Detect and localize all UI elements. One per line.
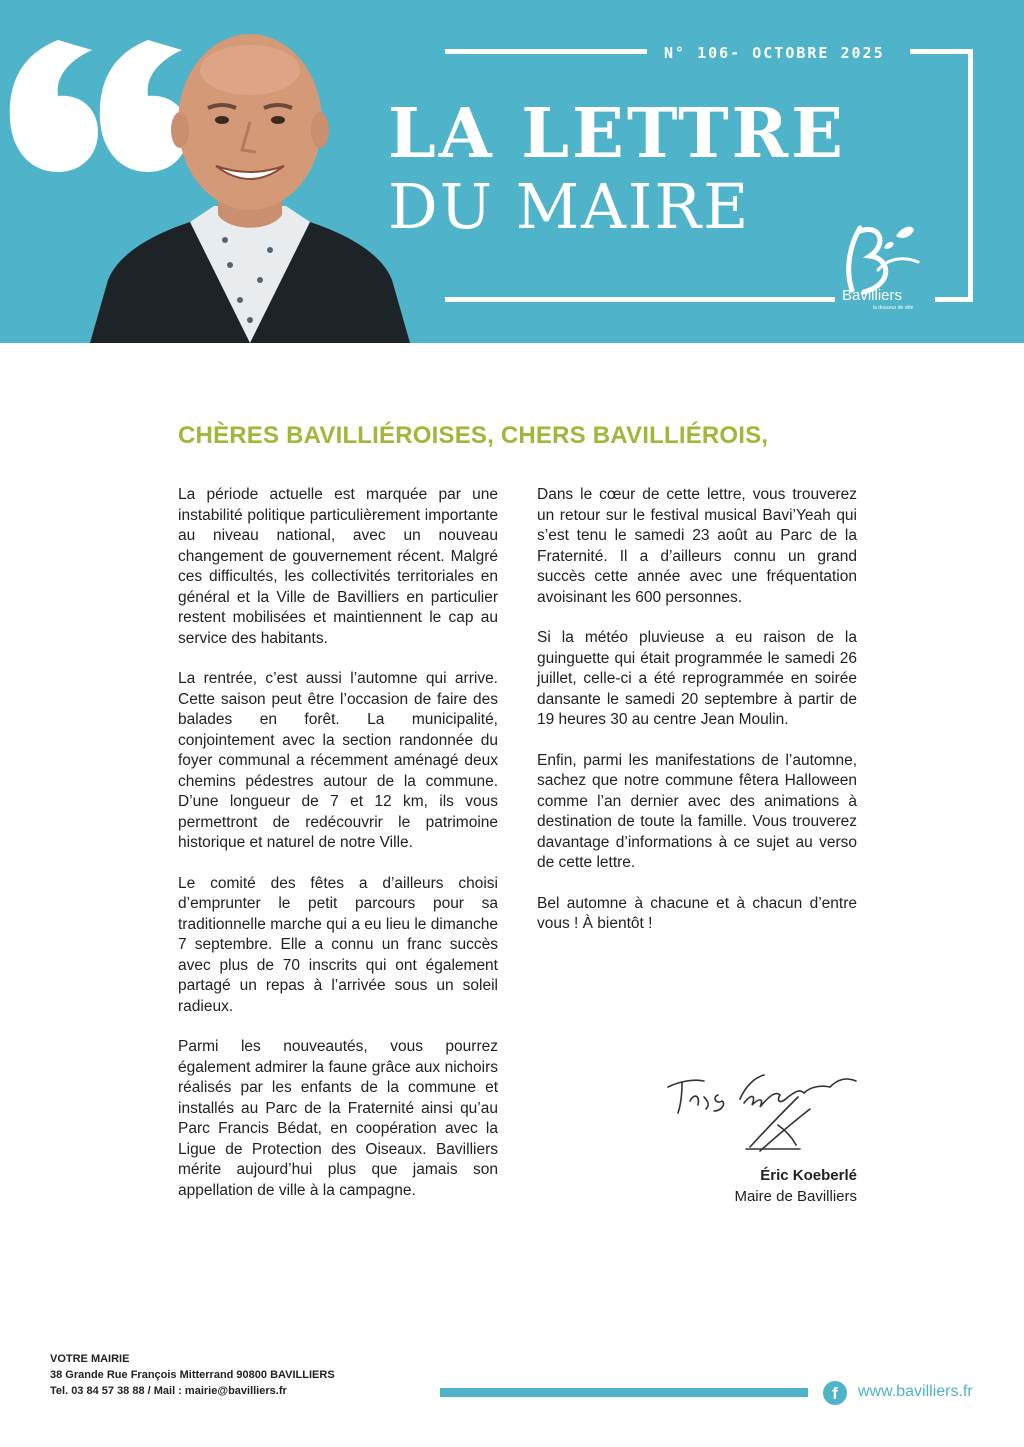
footer-contact: Tel. 03 84 57 38 88 / Mail : mairie@bavilliers.fr (50, 1385, 287, 1397)
paragraph: Le comité des fêtes a d’ailleurs choisi d’emprunter le petit parcours pour sa traditionnelle marche qui a eu lieu le dimanche 7 septembre. Elle a connu un franc succès avec plus de 70 inscrits qui ont également partagé un repas à l’arrivée sous un soleil radieux. (178, 874, 498, 1015)
letter-greeting: CHÈRES BAVILLIÉROISES, CHERS BAVILLIÉROIS, (178, 422, 769, 449)
paragraph: Bel automne à chacune et à chacun d’entre vous ! À bientôt ! (537, 894, 857, 932)
issue-number: N° 106- OCTOBRE 2025 (664, 44, 885, 62)
mayor-portrait (90, 10, 410, 343)
header-banner (0, 0, 1024, 343)
facebook-icon[interactable]: f (823, 1381, 847, 1405)
footer-title: VOTRE MAIRIE (50, 1353, 130, 1365)
footer-accent-bar (440, 1388, 808, 1397)
paragraph: La rentrée, c’est aussi l’automne qui arrive. Cette saison peut être l’occasion de faire des balades en forêt. La municipalité, conjointement avec la section randonnée du foyer communal a récemment aménagé deux chemins pédestres autour de la commune. D’une longueur de 7 et 12 km, ils vous permettront de redécouvrir le patrimoine historique et naturel de notre Ville. (178, 670, 498, 851)
title-line1: LA LETTRE (388, 94, 847, 174)
signer-name: Éric Koeberlé (760, 1167, 857, 1184)
paragraph: La période actuelle est marquée par une instabilité politique particulièrement importante au niveau national, avec un nouveau changement de gouvernement récent. Malgré ces difficultés, les collectivités territoriales en général et la Ville de Bavilliers en particulier restent mobilisées et maintiennent le cap au service des habitants. (178, 486, 498, 647)
paragraph: Parmi les nouveautés, vous pourrez également admirer la faune grâce aux nichoirs réalisés par les enfants de la commune et installés au Parc de la Fraternité ainsi qu’au Parc Francis Bédat, en coopération avec la Ligue de Protection des Oiseaux. Bavilliers mérite aujourd’hui plus que jamais son appellation de ville à la campagne. (178, 1038, 498, 1199)
logo-tagline: la douceur de ville (873, 305, 914, 311)
paragraph: Si la météo pluvieuse a eu raison de la guinguette qui était programmée le samedi 26 juillet, celle-ci a été reprogrammée en soirée dansante le samedi 20 septembre à partir de 19 heures 30 au centre Jean Moulin. (537, 629, 857, 728)
frame-line-top (445, 49, 647, 54)
paragraph: Dans le cœur de cette lettre, vous trouverez un retour sur le festival musical Bavi’Yeah qui s’est tenu le samedi 23 août au Parc de la Fraternité. Il a d’ailleurs connu un grand succès cette année avec une fréquentation avoisinant les 600 personnes. (537, 486, 857, 606)
title-line2: DU MAIRE (388, 170, 751, 243)
website-link[interactable]: www.bavilliers.fr (858, 1383, 973, 1400)
letter-column-right (537, 485, 857, 955)
paragraph: Enfin, parmi les manifestations de l’automne, sachez que notre commune fêtera Halloween comme l’an dernier avec des animations à destination de toute la famille. Vous trouverez davantage d’informations à ce sujet au verso de cette lettre. (537, 751, 857, 871)
footer-address: 38 Grande Rue François Mitterrand 90800 BAVILLIERS (50, 1369, 335, 1381)
frame-line-top-right (910, 49, 973, 54)
signer-role: Maire de Bavilliers (734, 1188, 857, 1205)
frame-line-bottom-right (935, 297, 973, 302)
mayor-signature (660, 1065, 860, 1160)
frame-line-right (968, 49, 973, 302)
frame-line-bottom (445, 297, 835, 302)
letter-column-left (178, 485, 498, 1221)
logo-wordmark: Bavilliers (842, 287, 903, 304)
